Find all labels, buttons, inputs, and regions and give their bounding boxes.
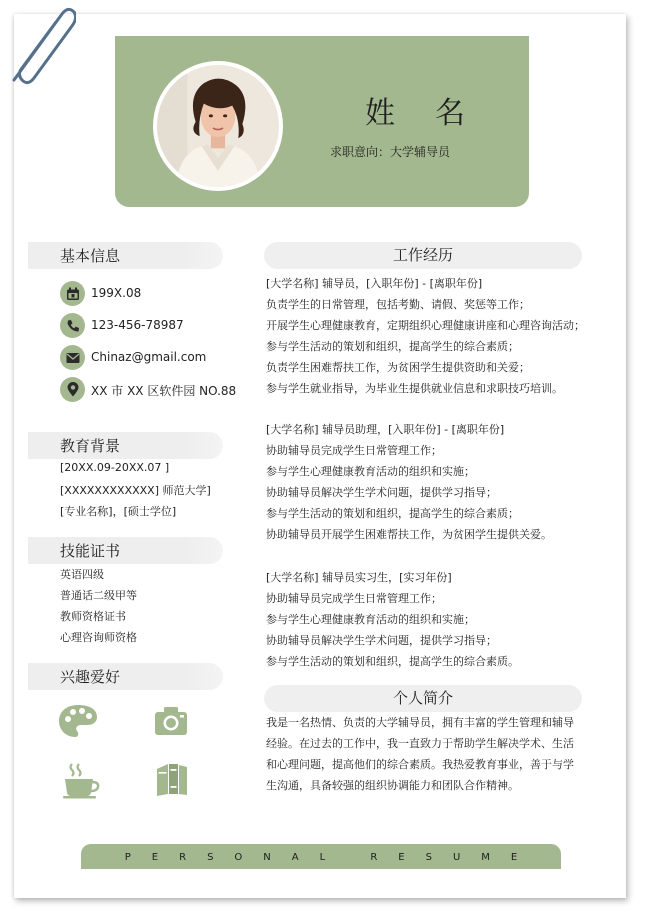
email-text: Chinaz@gmail.com [91,350,207,364]
work-duty: 协助辅导员解决学生学术问题，提供学习指导； [266,634,497,647]
books-icon [148,755,196,803]
work-duty: 协助辅导员解决学生学术问题，提供学习指导； [266,486,497,499]
camera-icon [147,697,195,745]
avatar-portrait [157,65,279,187]
footer-band [81,844,561,869]
mail-icon [60,345,85,370]
education-degree: [专业名称]，[硕士学位] [60,505,177,518]
profile-line: 生沟通，具备较强的组织协调能力和团队合作精神。 [266,779,519,792]
section-personal-profile [264,685,582,712]
calendar-icon [60,281,85,306]
phone-text: 123-456-78987 [91,318,184,332]
location-icon [60,377,85,402]
work-duty: 协助辅导员开展学生困难帮扶工作，为贫困学生提供关爱。 [266,528,552,541]
section-title: 个人简介 [392,689,453,707]
address-text: XX 市 XX 区软件园 NO.88 [91,384,237,398]
education-school: [XXXXXXXXXXXX] 师范大学] [60,484,211,497]
section-title: 工作经历 [392,246,453,264]
section-title: 基本信息 [60,247,121,265]
birthdate-text: 199X.08 [91,286,142,300]
work-duty: 参与学生活动的策划和组织，提高学生的综合素质； [266,340,519,353]
section-work-experience [264,242,582,269]
work-duty: 协助辅导员完成学生日常管理工作； [266,592,442,605]
work-duty: 协助辅导员完成学生日常管理工作； [266,444,442,457]
phone-icon [60,313,85,338]
work-duty: 参与学生心理健康教育活动的组织和实施； [266,465,475,478]
work-duty: 负责学生困难帮扶工作，为贫困学生提供资助和关爱； [266,361,530,374]
section-basic-info [28,242,223,269]
section-title: 技能证书 [60,542,121,560]
profile-line: 我是一名热情、负责的大学辅导员，拥有丰富的学生管理和辅导 [266,716,574,729]
work-entry-heading: [大学名称] 辅导员实习生，[实习年份] [266,571,452,584]
work-duty: 参与学生活动的策划和组织，提高学生的综合素质； [266,507,519,520]
work-duty: 开展学生心理健康教育，定期组织心理健康讲座和心理咨询活动； [266,319,585,332]
work-entry-heading: [大学名称] 辅导员，[入职年份] - [离职年份] [266,277,483,290]
skill-item: 普通话二级甲等 [60,589,137,602]
work-duty: 参与学生心理健康教育活动的组织和实施； [266,613,475,626]
section-education [28,432,223,459]
profile-line: 和心理问题，提高他们的综合素质。我热爱教育事业，善于与学 [266,758,574,771]
work-duty: 参与学生就业指导，为毕业生提供就业信息和求职技巧培训。 [266,382,563,395]
footer-personal-resume: PERSONAL RESUME [124,852,539,863]
section-skills [28,537,223,564]
work-entry-heading: [大学名称] 辅导员助理，[入职年份] - [离职年份] [266,423,505,436]
work-duty: 参与学生活动的策划和组织，提高学生的综合素质。 [266,655,519,668]
palette-icon [54,697,102,745]
education-period: [20XX.09-20XX.07 ] [60,461,170,474]
section-title: 教育背景 [60,437,121,455]
coffee-cup-icon [58,757,106,805]
work-duty: 负责学生的日常管理，包括考勤、请假、奖惩等工作； [266,298,530,311]
skill-item: 英语四级 [60,568,104,581]
profile-line: 经验。在过去的工作中，我一直致力于帮助学生解决学术、生活 [266,737,574,750]
section-title: 兴趣爱好 [60,668,121,686]
avatar [153,61,283,191]
skill-item: 教师资格证书 [60,610,126,623]
skill-item: 心理咨询师资格 [60,631,137,644]
candidate-name: 姓名 [365,96,505,131]
paperclip-icon [4,2,76,86]
job-objective: 求职意向：大学辅导员 [330,145,451,159]
section-hobbies [28,663,223,690]
